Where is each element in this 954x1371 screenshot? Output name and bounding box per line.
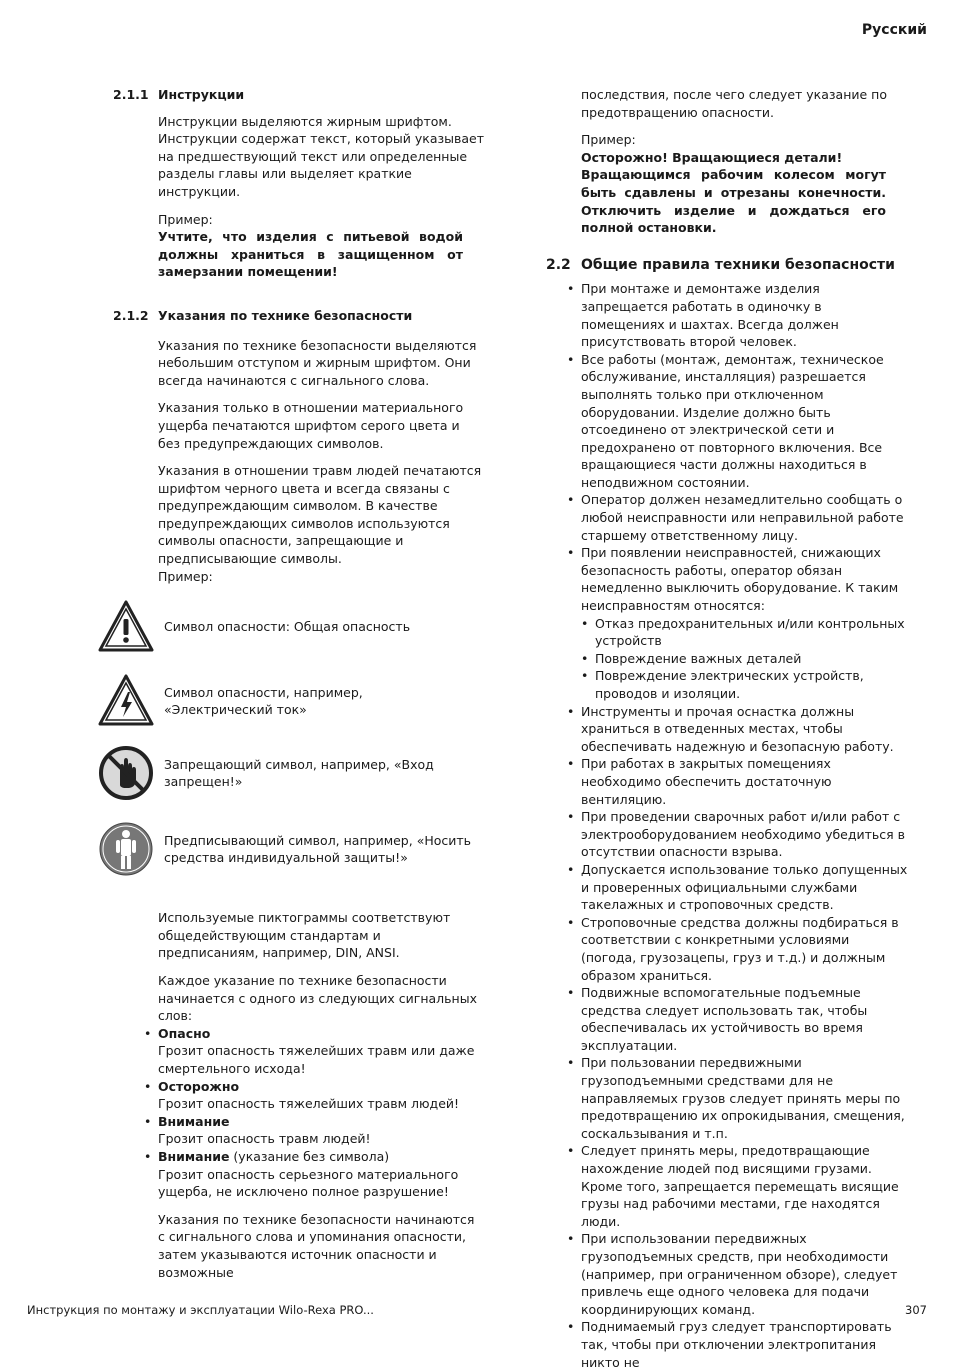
list-item: [581, 755, 908, 808]
signal-word-description: Грозит опасность тяжелейших травм или даже смертельного исхода!: [158, 1043, 475, 1076]
right-column: [546, 86, 908, 1371]
rule-text: Строповочные средства должны подбираться в соответствии с конкретными условиями (погода, грузозацепы, груз и т.д.) и должным образом храниться.: [581, 914, 899, 983]
signal-word-description: Грозит опасность серьезного материального ущерба, не исключено полное разрушение!: [158, 1166, 459, 1200]
list-item: [158, 1078, 485, 1113]
list-item: [158, 1025, 485, 1078]
list-item: [581, 1142, 908, 1230]
rule-text: Оператор должен незамедлительно сообщать о любой неисправности или неправильной работе старшему ответственному лицу.: [581, 492, 904, 543]
page-language: Русский: [861, 22, 927, 38]
section-2-2-heading: [546, 257, 908, 275]
protective-equipment-icon: [98, 821, 154, 877]
rule-text: Инструменты и прочая оснастка должны храниться в отведенных местах, чтобы обеспечивать надежную и безопасную работу.: [581, 703, 894, 754]
sub-list-item: • Повреждение электрических устройств, проводов и изоляции.: [595, 667, 908, 702]
paragraph: Указания по технике безопасности выделяются небольшим отступом и жирным шрифтом. Они всегда начинаются с сигнального слова.: [158, 337, 477, 388]
paragraph: Используемые пиктограммы соответствуют общедействующим стандартам и предписаниям, например, DIN, ANSI.: [158, 910, 451, 961]
list-item: [581, 491, 908, 544]
signal-word-description: Грозит опасность травм людей!: [158, 1131, 371, 1147]
signal-word: Внимание: [158, 1113, 230, 1129]
symbol-caption: Предписывающий символ, например, «Носить средства индивидуальной защиты!»: [164, 832, 472, 866]
electric-danger-icon: [98, 673, 154, 729]
rule-text: Подвижные вспомогательные подъемные средства следует использовать так, чтобы обеспечивалась их устойчивость во время эксплуатации.: [581, 985, 868, 1053]
section-title: Указания по технике безопасности: [158, 307, 413, 323]
section-number: 2.1.1: [113, 87, 149, 102]
paragraph: Указания в отношении травм людей печатаются шрифтом черного цвета и всегда связаны с предупреждающим символом. В качестве предупреждающих символов используются символы опасности, запрещающие и предписывающие символы.: [158, 463, 482, 567]
list-item: [581, 703, 908, 756]
example-label: Пример:: [158, 211, 213, 227]
signal-word-description: Грозит опасность тяжелейших травм людей!: [158, 1096, 460, 1112]
rule-text: Все работы (монтаж, демонтаж, техническое обслуживание, инсталляция) разрешается выполнять только при отключенном оборудовании. Изделие должно быть отсоединено от электрической сети и предохранено от повторного включения. Все вращающиеся части должны находиться в неподвижном состоянии.: [581, 351, 884, 490]
signal-word: Внимание: [158, 1148, 230, 1164]
paragraph: Указания только в отношении материального ущерба печатаются шрифтом серого цвета и без предупреждающих символов.: [158, 400, 464, 451]
no-entry-icon: [98, 745, 154, 801]
rule-text: Следует принять меры, предотвращающие нахождение людей под висящими грузами. Кроме того, запрещается перемещать висящие грузы над рабочими местами, где находятся люди.: [581, 1143, 899, 1229]
sub-list-item: • Повреждение важных деталей: [595, 650, 908, 668]
example-label: Пример:: [581, 132, 636, 148]
rule-text: При использовании передвижных грузоподъемных средств, при необходимости (например, при ограниченном обзоре), следует привлечь еще одного человека для подачи координирующих команд.: [581, 1231, 898, 1317]
section-2-1-1-heading: [113, 86, 485, 104]
paragraph-continued: последствия, после чего следует указание по предотвращению опасности.: [581, 87, 887, 120]
list-item: [158, 1113, 485, 1148]
section-2-1-2-heading: [113, 307, 485, 325]
list-item: [581, 1230, 908, 1318]
section-number: 2.2: [546, 256, 571, 273]
list-item: [581, 984, 908, 1054]
rule-text: При проведении сварочных работ и/или работ с электрооборудованием необходимо убедиться в отсутствии опасности взрыва.: [581, 809, 906, 860]
symbol-caption: Символ опасности: Общая опасность: [164, 619, 411, 635]
rule-text: Допускается использование только допущенных и проверенных официальными службами такелажных и строповочных средств.: [581, 861, 908, 913]
example-label: Пример:: [158, 568, 213, 584]
paragraph: Указания по технике безопасности начинаются с сигнального слова и упоминания опасности, затем указываются источник опасности и возможные: [158, 1211, 475, 1280]
example-warning-text: Вращающимся рабочим колесом могут быть сдавлены и отрезаны конечности. Отключить изделие и дождаться его полной остановки.: [581, 167, 886, 236]
symbol-row-general-danger: [98, 599, 485, 655]
list-item: [581, 544, 908, 702]
signal-words-list: [158, 1025, 485, 1201]
footer-page-number: 307: [905, 1303, 927, 1317]
example-instruction: Учтите, что изделия с питьевой водой должны храниться в защищенном от замерзании помещении!: [158, 229, 463, 280]
section-title: Общие правила техники безопасности: [581, 256, 895, 273]
list-item: [581, 351, 908, 492]
signal-word: Опасно: [158, 1025, 211, 1041]
symbol-caption: Символ опасности, например, «Электрический ток»: [164, 684, 363, 718]
paragraph: Каждое указание по технике безопасности начинается с одного из следующих сигнальных слов:: [158, 973, 477, 1024]
list-item: [581, 808, 908, 861]
symbol-row-prohibition: [98, 745, 485, 801]
rule-text: При пользовании передвижными грузоподъемными средствами для не направляемых грузов следует принять меры по предотвращению их опрокидывания, смещения, соскальзывания и т.п.: [581, 1055, 905, 1141]
safety-rules-list: [581, 280, 908, 1371]
paragraph: Инструкции выделяются жирным шрифтом. Инструкции содержат текст, который указывает на предшествующий текст или определенные разделы главы или выделяет краткие инструкции.: [158, 113, 485, 199]
sub-list-item: • Отказ предохранительных и/или контрольных устройств: [595, 615, 908, 650]
symbol-row-mandatory: [98, 821, 485, 877]
symbol-caption: Запрещающий символ, например, «Вход запрещен!»: [164, 756, 434, 790]
list-item: [581, 914, 908, 984]
signal-word: Осторожно: [158, 1078, 240, 1094]
list-item: [158, 1148, 485, 1201]
footer-document-title: Инструкция по монтажу и эксплуатации Wilo-Rexa PRO...: [27, 1303, 374, 1317]
left-column: [113, 86, 485, 1281]
section-number: 2.1.2: [113, 307, 149, 323]
rule-text: При появлении неисправностей, снижающих безопасность работы, оператор обязан немедленно выключить оборудование. К таким неисправностям относятся:: [581, 545, 899, 614]
symbol-row-electric: [98, 673, 485, 729]
rule-text: При монтаже и демонтаже изделия запрещается работать в одиночку в помещениях и шахтах. Всегда должен присутствовать второй человек.: [581, 281, 839, 350]
rule-text: Поднимаемый груз следует транспортировать так, чтобы при отключении электропитания никто не: [581, 1319, 892, 1370]
list-item: [581, 1054, 908, 1142]
list-item: [581, 280, 908, 350]
list-item: [581, 1318, 908, 1371]
example-warning-title: Осторожно! Вращающиеся детали!: [581, 149, 843, 165]
list-item: [581, 861, 908, 914]
sub-list: [595, 615, 908, 703]
signal-word-note: (указание без символа): [229, 1148, 390, 1164]
general-danger-icon: [98, 599, 154, 655]
rule-text: При работах в закрытых помещениях необходимо обеспечить достаточную вентиляцию.: [581, 756, 832, 807]
section-title: Инструкции: [158, 87, 245, 102]
